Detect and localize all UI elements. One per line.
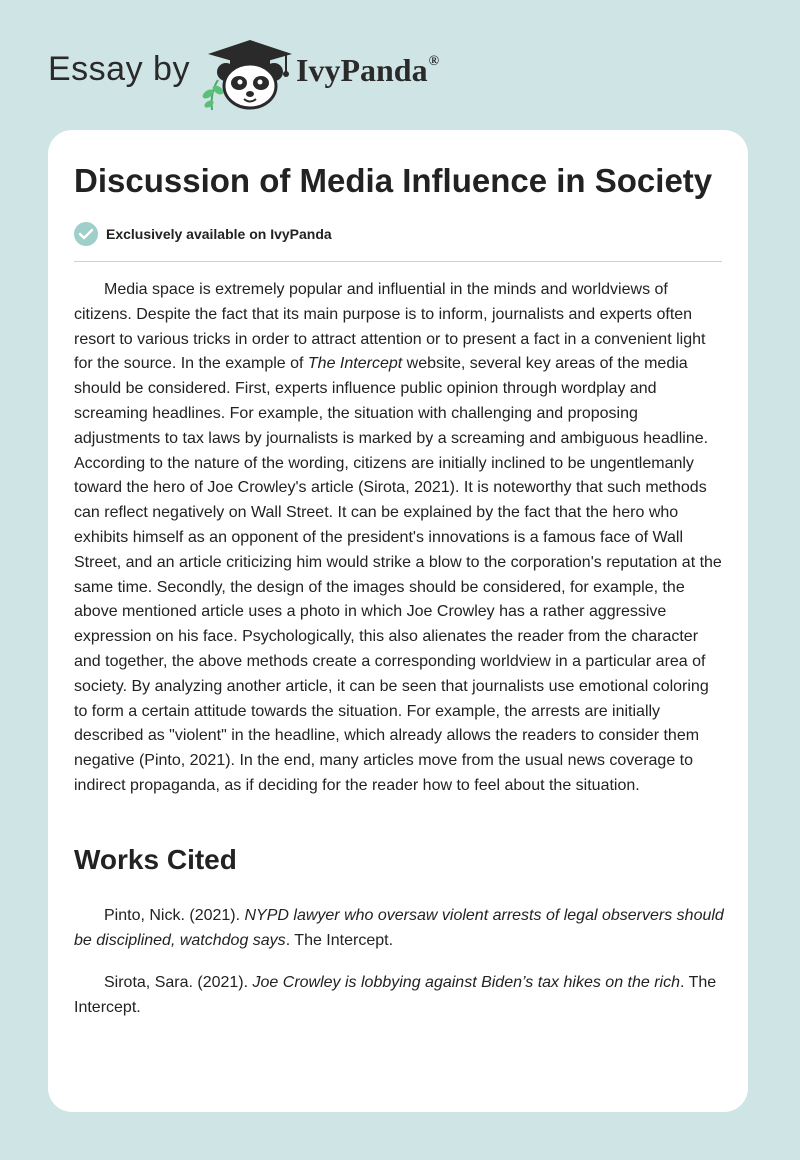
essay-card [48, 130, 748, 1112]
reference-item: Pinto, Nick. (2021). NYPD lawyer who oversaw violent arrests of legal observers should be disciplined, watchdog says. The Intercept. [74, 907, 724, 949]
exclusive-label: Exclusively available on IvyPanda [106, 226, 332, 242]
registered-mark: ® [428, 54, 440, 69]
site-header [0, 0, 800, 130]
exclusive-badge [74, 222, 332, 246]
essay-body: Media space is extremely popular and influential in the minds and worldviews of citizens. Despite the fact that its main purpose is to inform, journalists and experts often resort to various tricks in order to attract attention or to present a fact in a convenient light for the source. In the example of The Intercept website, several key areas of the media should be considered. First, experts influence public opinion through wordplay and screaming headlines. For example, the situation with challenging and proposing adjustments to tax laws by journalists is marked by a screaming and ambiguous headline. According to the nature of the wording, citizens are initially inclined to be ungentlemanly toward the hero of Joe Crowley's article (Sirota, 2021). It is noteworthy that such methods can reflect negatively on Wall Street. It can be explained by the fact that the hero who exhibits himself as an opponent of the president's innovations is a famous face of Wall Street, and an article criticizing him would strike a blow to the corporation's reputation at the same time. Secondly, the design of the images should be considered, for example, the above mentioned article uses a photo in which Joe Crowley has a rather aggressive expression on his face. Psychologically, this also alienates the reader from the character and together, the above methods create a corresponding worldview in a particular area of society. By analyzing another article, it can be seen that journalists use emotional coloring to form a certain attitude towards the situation. For example, the arrests are initially described as "violent" in the headline, which already allows the readers to consider them negative (Pinto, 2021). In the end, many articles move from the usual news coverage to indirect propaganda, as if deciding for the reader how to feel about the situation. [74, 281, 722, 794]
panda-graduate-icon[interactable] [198, 36, 294, 112]
reference-item: Sirota, Sara. (2021). Joe Crowley is lobbying against Biden’s tax hikes on the rich. The Intercept. [74, 974, 717, 1016]
check-circle-icon [74, 222, 98, 246]
source-title: The Intercept [307, 355, 403, 373]
essay-by-label: Essay by [48, 50, 190, 88]
essay-title: Discussion of Media Influence in Society [74, 162, 713, 199]
divider [74, 261, 722, 262]
brand-name[interactable]: IvyPanda® [296, 52, 440, 88]
works-cited-heading: Works Cited [74, 844, 237, 875]
